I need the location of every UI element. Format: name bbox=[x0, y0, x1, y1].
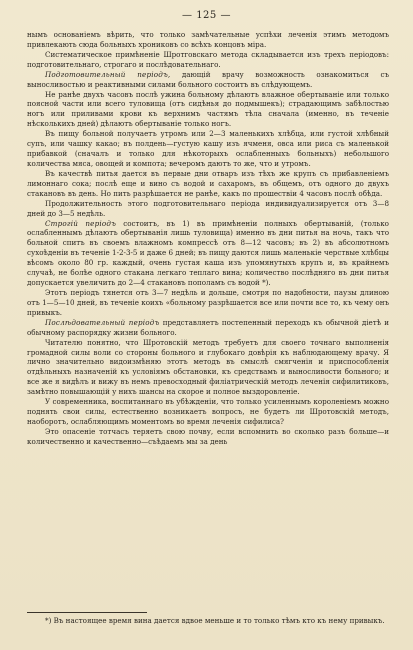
paragraph bbox=[27, 30, 389, 50]
paragraph bbox=[27, 427, 389, 447]
paragraph bbox=[27, 50, 389, 70]
paragraph-text: Не ранѣе двухъ часовъ послѣ ужина больному дѣлаютъ влажное обертываніе или только поясной части или всего туловища (отъ сидѣнья до подмышекъ); страдающимъ забѣлостью ногъ или приливами крови къ верхнимъ частямъ тѣла сначала (именно, въ теченіе нѣсколькихъ дней) дѣлаютъ обертываніе только ногъ. bbox=[27, 89, 389, 129]
paragraph bbox=[27, 90, 389, 130]
paragraph bbox=[27, 70, 389, 90]
footnote-text: *) Въ настоящее время вина дается вдвое меньше и то только тѣмъ кто къ нему привыкъ. bbox=[45, 616, 385, 625]
paragraph-text: Это опасеніе тотчасъ теряетъ свою почву, если вспомнить во сколько разъ больше—и количественно и качественно—съѣдаемъ мы за день bbox=[27, 426, 389, 446]
paragraph-text: У современника, воспитаннаго въ убѣжденіи, что только усиленнымъ короленіемъ можно поднять свои силы, естественно возникаетъ вопросъ, не будетъ ли Шротовскій методъ, наоборотъ, ослабляющимъ моментомъ во время леченія сифилиса? bbox=[27, 397, 389, 426]
paragraph bbox=[27, 318, 389, 338]
paragraph-lead: Послѣдовательный періодъ bbox=[45, 317, 160, 327]
paragraph-text: Этотъ періодъ тянется отъ 3—7 недѣль и дольше, смотря по надобности, паузы длиною отъ 1—5—10 дней, въ теченіе коихъ «больному разрѣшается все или почти все то, къ чему онъ привыкъ. bbox=[27, 287, 389, 317]
paragraph bbox=[27, 169, 389, 199]
paragraph-lead: Строгій періодъ bbox=[45, 218, 117, 228]
paragraph-text: представляетъ постепенный переходъ къ обычной діетѣ и обычному распорядку жизни больного. bbox=[27, 317, 389, 337]
paragraph bbox=[27, 288, 389, 318]
body-text bbox=[27, 30, 389, 447]
paragraph bbox=[27, 219, 389, 288]
paragraph-text: Въ качествѣ питья дается въ первые дни отваръ изъ тѣхъ же крупъ съ прибавленіемъ лимоннаго сока; послѣ еще и вино съ водой и сахаромъ, въ общемъ, отъ одного до двухъ стакановъ въ день. Но пить разрѣшается не ранѣе, какъ по прошествіи 4 часовъ послѣ обѣда. bbox=[27, 168, 389, 198]
page-number: — 125 — bbox=[182, 10, 231, 21]
paragraph-text: Продолжительность этого подготовительнаго періода индивидуализируется отъ 3—8 дней до 3—5 недѣль. bbox=[27, 198, 389, 218]
paragraph-lead: Подготовительный періодъ, bbox=[45, 69, 171, 79]
paragraph-text: Въ пищу больной получаетъ утромъ или 2—3 маленькихъ хлѣбца, или густой хлѣбный супъ, или чашку какао; въ полдень—густую кашу изъ ячменя, овса или риса съ маленькой прибавкой (сначалъ и только для нѣкоторыхъ ослабленныхъ больныхъ) небольшого количества мяса, овощей и компота; вечеромъ даютъ то же, что и утромъ. bbox=[27, 129, 389, 168]
footnote bbox=[27, 616, 389, 626]
paragraph-text: дающій врачу возможность ознакомиться съ выносливостью и реактивными силами больного состоитъ въ слѣдующемъ. bbox=[27, 69, 390, 89]
paragraph bbox=[27, 338, 389, 398]
paragraph-text: Систематическое примѣненіе Шротговскаго метода складывается изъ трехъ періодовъ: подготовительнаго, строгаго и послѣдовательнаго. bbox=[27, 49, 389, 69]
paragraph-text: состоитъ, въ 1) въ примѣненіи полныхъ обертываній, (только ослабленнымъ дѣлаютъ обертыванія лишь туловища) именно въ дни питья на ночь, такъ что больной спитъ въ своемъ влажномъ компрессѣ отъ 8—12 часовъ; въ 2) въ абсолютномъ сухоѣденіи въ теченіе 1-2-3-5 и даже 6 дней; въ пищу даются лишь маленькіе черствые хлѣбцы вѣсомъ около 80 гр. каждый, очень густая каша изъ упомянутыхъ крупъ и, въ крайнемъ случаѣ, не болѣе одного стакана легкаго теплаго вина; количество послѣдняго въ дни питья допускается увеличить до 2—4 стакановъ пополамъ съ водой *). bbox=[27, 218, 389, 288]
paragraph bbox=[27, 397, 389, 427]
paragraph-text: Читателю понятно, что Шротовскій методъ требуетъ для своего точнаго выполненія громадной силы воли со стороны больного и глубокаго довѣрія къ наблюдающему врачу. Я лично значительно видоизмѣняю этотъ методъ въ смыслѣ смягченія и приспособленія отдѣльныхъ назначеній къ условіямъ обстановки, къ средствамъ и выносливости больного; и все же я видѣлъ и вижу въ немъ превосходный филіатрическій методъ леченія сифилитиковъ, замѣтно повышающій у нихъ шансы на скорое и полное выздоровленіе. bbox=[27, 337, 389, 397]
paragraph bbox=[27, 129, 389, 169]
footnote-rule bbox=[27, 612, 147, 613]
paragraph-text: нымъ основаніемъ вѣрить, что только замѣчательные успѣхи леченія этимъ методомъ привлекають сюда больныхъ хрониковъ со всѣхъ концовъ міра. bbox=[27, 30, 389, 49]
paragraph bbox=[27, 199, 389, 219]
